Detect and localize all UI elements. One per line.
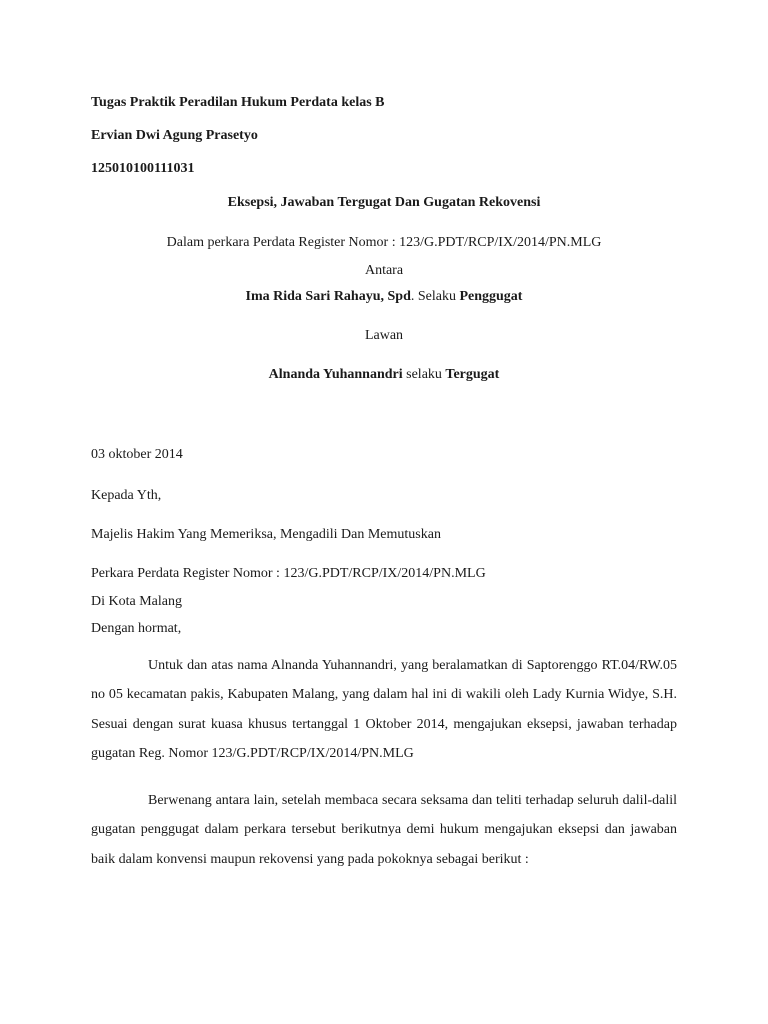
plaintiff-role: Penggugat — [459, 289, 523, 304]
antara-label: Antara — [364, 263, 404, 278]
course-title: Tugas Praktik Peradilan Hukum Perdata kelas B — [91, 95, 385, 110]
recipient-greeting: Kepada Yth, — [91, 488, 162, 503]
defendant-connector: selaku — [402, 367, 446, 382]
body-paragraph-2 — [91, 786, 677, 874]
plaintiff-name: Ima Rida Sari Rahayu, Spd — [245, 289, 411, 304]
plaintiff-connector: . Selaku — [410, 289, 460, 304]
defendant-role: Tergugat — [445, 367, 500, 382]
document-title: Eksepsi, Jawaban Tergugat Dan Gugatan Rekovensi — [227, 195, 541, 210]
student-name: Ervian Dwi Agung Prasetyo — [91, 128, 258, 143]
recipient-case: Perkara Perdata Register Nomor : 123/G.PDT/RCP/IX/2014/PN.MLG — [91, 566, 486, 581]
case-register-line: Dalam perkara Perdata Register Nomor : 123/G.PDT/RCP/IX/2014/PN.MLG — [166, 235, 602, 250]
plaintiff-line — [0, 288, 768, 306]
defendant-line — [0, 366, 768, 384]
letter-date: 03 oktober 2014 — [91, 447, 183, 462]
lawan-label: Lawan — [364, 328, 404, 343]
paragraph-text: Untuk dan atas nama Alnanda Yuhannandri, yang beralamatkan di Saptorenggo RT.04/RW.05 no 05 kecamatan pakis, Kabupaten Malang, yang dalam hal ini di wakili oleh Lady Kurnia Widye, S.H. Sesuai dengan surat kuasa khusus tertanggal 1 Oktober 2014, mengajukan eksepsi, jawaban terhadap gugatan Reg. Nomor 123/G.PDT/RCP/IX/2014/PN.MLG — [91, 658, 677, 761]
body-paragraph-1 — [91, 651, 677, 768]
recipient-court: Majelis Hakim Yang Memeriksa, Mengadili Dan Memutuskan — [91, 527, 441, 542]
defendant-name: Alnanda Yuhannandri — [268, 367, 403, 382]
student-id: 125010100111031 — [91, 161, 195, 176]
paragraph-text: Berwenang antara lain, setelah membaca secara seksama dan teliti terhadap seluruh dalil-dalil gugatan penggugat dalam perkara tersebut berikutnya demi hukum mengajukan eksepsi dan jawaban baik dalam konvensi maupun rekovensi yang pada pokoknya sebagai berikut : — [91, 793, 677, 867]
salutation: Dengan hormat, — [91, 621, 182, 636]
recipient-place: Di Kota Malang — [91, 594, 182, 609]
